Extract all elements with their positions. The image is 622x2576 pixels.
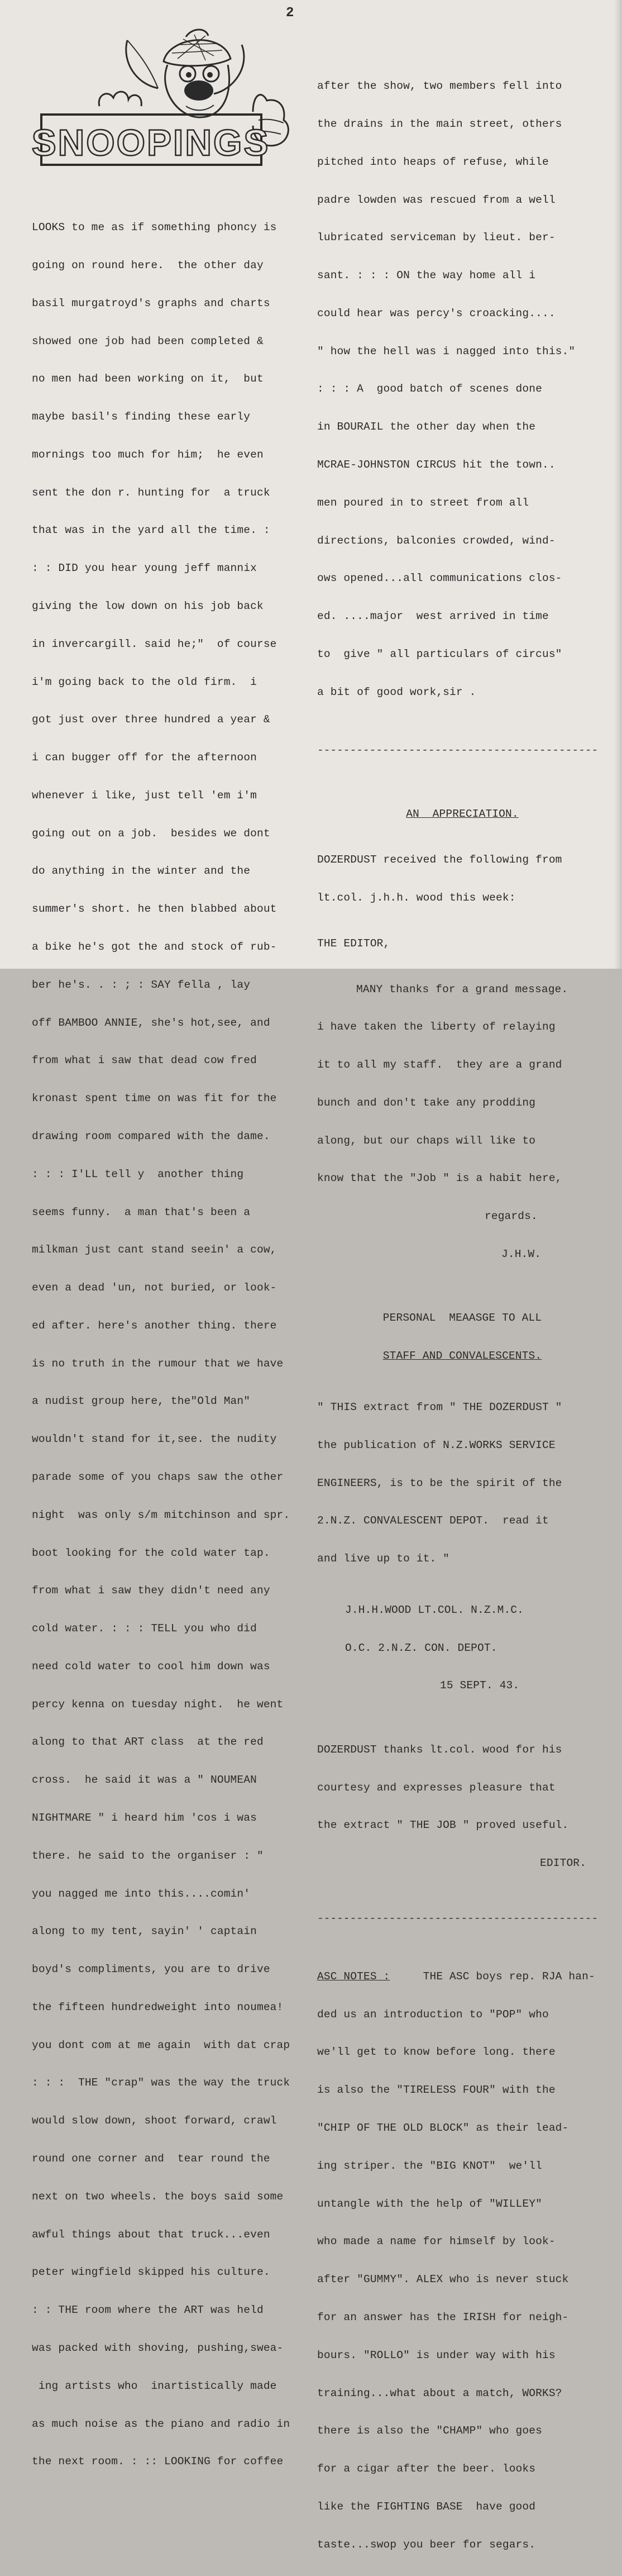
text-line: peter wingfield skipped his culture. (32, 2266, 270, 2279)
text-line: showed one job had been completed & (32, 335, 264, 347)
text-line: maybe basil's finding these early (32, 411, 251, 423)
text-line: : : DID you hear young jeff mannix (32, 562, 257, 575)
text-line: do anything in the winter and the (32, 865, 251, 878)
editor-signoff: EDITOR. (540, 1857, 586, 1870)
text-line: mornings too much for him; he even (32, 448, 264, 461)
text-line: that was in the yard all the time. : (32, 524, 270, 537)
text-line: " THIS extract from " THE DOZERDUST " (317, 1401, 562, 1413)
asc-notes-heading: ASC NOTES : (317, 1970, 390, 1983)
text-line: 2.N.Z. CONVALESCENT DEPOT. read it (317, 1515, 549, 1527)
text-line: LOOKS to me as if something phoncy is (32, 221, 277, 234)
text-line: awful things about that truck...even (32, 2228, 270, 2241)
text-line: lt.col. j.h.h. wood this week: (317, 892, 516, 904)
text-line: would slow down, shoot forward, crawl (32, 2115, 277, 2127)
text-line: night was only s/m mitchinson and spr. (32, 1508, 290, 1521)
text-line: cold water. : : : TELL you who did (32, 1622, 257, 1635)
text-line: from what i saw they didn't need any (32, 1584, 270, 1597)
text-line: in BOURAIL the other day when the (317, 421, 536, 434)
text-line: a bit of good work,sir . (317, 685, 476, 698)
right-column (317, 55, 607, 2576)
text-line: DOZERDUST received the following from (317, 854, 562, 866)
text-line: round one corner and tear round the (32, 2153, 270, 2165)
text-line: pitched into heaps of refuse, while (317, 155, 549, 168)
text-line: there. he said to the organiser : " (32, 1849, 264, 1862)
text-line: training...what about a match, WORKS? (317, 2387, 562, 2399)
text-line: : : : I'LL tell y another thing (32, 1168, 244, 1180)
logo-title: SNOOPINGS (31, 122, 270, 163)
text-line: need cold water to cool him down was (32, 1660, 270, 1673)
text-line: it to all my staff. they are a grand (317, 1059, 562, 1072)
text-line: kronast spent time on was fit for the (32, 1092, 277, 1105)
personal-message-heading-2-text: STAFF AND CONVALESCENTS. (382, 1350, 542, 1363)
text-line: we'll get to know before long. there (317, 2046, 556, 2059)
appreciation-heading (317, 808, 607, 821)
text-line: the fifteen hundredweight into noumea! (32, 2001, 284, 2013)
letter-closing: regards. (485, 1210, 538, 1223)
text-line: there is also the "CHAMP" who goes (317, 2425, 542, 2437)
text-line: ENGINEERS, is to be the spirit of the (317, 1477, 562, 1489)
text-line: is also the "TIRELESS FOUR" with the (317, 2084, 556, 2097)
text-line: even a dead 'un, not buried, or look- (32, 1282, 277, 1294)
snoopings-cartoon (31, 28, 300, 174)
text-line: bunch and don't take any prodding (317, 1096, 536, 1109)
text-line: percy kenna on tuesday night. he went (32, 1698, 284, 1711)
left-column (32, 196, 311, 2493)
text-line: basil murgatroyd's graphs and charts (32, 297, 270, 309)
text-line: MANY thanks for a grand message. (356, 983, 568, 996)
section-divider: ------------------------------------------- (317, 1912, 599, 1925)
text-line: milkman just cant stand seein' a cow, (32, 1244, 277, 1256)
text-line: from what i saw that dead cow fred (32, 1054, 257, 1067)
text-line: lubricated serviceman by lieut. ber- (317, 231, 556, 244)
text-line: padre lowden was rescued from a well (317, 193, 556, 206)
text-line: in invercargill. said he;" of course (32, 637, 277, 650)
text-line: ded us an introduction to "POP" who (317, 2008, 549, 2021)
personal-message-heading-1: PERSONAL MEAASGE TO ALL (382, 1312, 542, 1325)
text-line: like the FIGHTING BASE have good (317, 2500, 536, 2513)
text-line: after the show, two members fell into (317, 80, 562, 93)
text-line: and live up to it. " (317, 1553, 450, 1565)
signature-line: O.C. 2.N.Z. CON. DEPOT. (345, 1641, 497, 1654)
text-line: summer's short. he then blabbed about (32, 903, 277, 916)
text-line: boyd's compliments, you are to drive (32, 1963, 270, 1976)
text-line: giving the low down on his job back (32, 600, 264, 612)
text-line: you dont com at me again with dat crap (32, 2039, 290, 2051)
text-line: courtesy and expresses pleasure that (317, 1781, 556, 1794)
asc-notes-opening: THE ASC boys rep. RJA han- (423, 1970, 595, 1983)
text-line: as much noise as the piano and radio in (32, 2417, 290, 2430)
text-line: " how the hell was i nagged into this." (317, 345, 576, 358)
text-line: a nudist group here, the"Old Man" (32, 1395, 251, 1408)
text-line: along, but our chaps will like to (317, 1134, 536, 1147)
text-line: whenever i like, just tell 'em i'm (32, 789, 257, 802)
text-line: : : THE room where the ART was held (32, 2304, 264, 2317)
text-line: ber he's. . : ; : SAY fella , lay (32, 978, 251, 991)
letter-salutation: THE EDITOR, (317, 937, 390, 950)
text-line: NIGHTMARE " i heard him 'cos i was (32, 1812, 257, 1824)
text-line: "CHIP OF THE OLD BLOCK" as their lead- (317, 2122, 569, 2135)
section-divider: ------------------------------------------- (317, 744, 599, 757)
text-line: no men had been working on it, but (32, 373, 264, 385)
text-line: who made a name for himself by look- (317, 2235, 556, 2248)
signature-line: J.H.H.WOOD LT.COL. N.Z.M.C. (345, 1603, 524, 1616)
text-line: : : : A good batch of scenes done (317, 383, 542, 396)
page-number: 2 (286, 6, 294, 21)
text-line: i can bugger off for the afternoon (32, 751, 257, 764)
text-line: untangle with the help of "WILLEY" (317, 2197, 542, 2210)
text-line: was packed with shoving, pushing,swea- (32, 2341, 284, 2354)
snoopings-logo (31, 28, 300, 174)
text-line: along to that ART class at the red (32, 1736, 264, 1749)
text-line: the publication of N.Z.WORKS SERVICE (317, 1439, 556, 1451)
text-line: you nagged me into this....comin' (32, 1887, 251, 1900)
text-line: DOZERDUST thanks lt.col. wood for his (317, 1743, 562, 1756)
text-line: wouldn't stand for it,see. the nudity (32, 1433, 277, 1446)
text-line: for a cigar after the beer. looks (317, 2463, 536, 2475)
text-line: going on round here. the other day (32, 259, 264, 272)
text-line: is no truth in the rumour that we have (32, 1357, 284, 1370)
text-line: next on two wheels. the boys said some (32, 2190, 284, 2203)
text-line: for an answer has the IRISH for neigh- (317, 2311, 569, 2323)
text-line: i have taken the liberty of relaying (317, 1021, 556, 1034)
text-line: ed. ....major west arrived in time (317, 610, 549, 623)
text-line: could hear was percy's croacking.... (317, 307, 556, 320)
text-line: cross. he said it was a " NOUMEAN (32, 1774, 257, 1787)
text-line: the drains in the main street, others (317, 117, 562, 130)
text-line: a bike he's got the and stock of rub- (32, 941, 277, 954)
text-line: men poured in to street from all (317, 496, 529, 509)
text-line: the next room. : :: LOOKING for coffee (32, 2455, 284, 2468)
text-line: MCRAE-JOHNSTON CIRCUS hit the town.. (317, 459, 556, 471)
text-line: i'm going back to the old firm. i (32, 675, 257, 688)
text-line: along to my tent, sayin' ' captain (32, 1925, 257, 1938)
text-line: directions, balconies crowded, wind- (317, 534, 556, 547)
text-line: : : : THE "crap" was the way the truck (32, 2077, 290, 2089)
text-line: boot looking for the cold water tap. (32, 1546, 270, 1559)
text-line: bours. "ROLLO" is under way with his (317, 2349, 556, 2361)
text-line: parade some of you chaps saw the other (32, 1470, 284, 1483)
text-line: seems funny. a man that's been a (32, 1206, 251, 1218)
text-line: taste...swop you beer for segars. (317, 2538, 536, 2551)
text-line: the extract " THE JOB " proved useful. (317, 1819, 569, 1832)
text-line: got just over three hundred a year & (32, 713, 270, 726)
text-line: after "GUMMY". ALEX who is never stuck (317, 2273, 569, 2286)
text-line: ing artists who inartistically made (32, 2379, 277, 2392)
asc-notes-first-line (317, 1970, 607, 1983)
personal-message-heading-2 (317, 1350, 607, 1363)
appreciation-heading-text: AN APPRECIATION. (406, 808, 519, 821)
text-line: ing striper. the "BIG KNOT" we'll (317, 2159, 542, 2172)
text-line: to give " all particulars of circus" (317, 647, 562, 660)
text-line: sent the don r. hunting for a truck (32, 486, 270, 499)
text-line: drawing room compared with the dame. (32, 1130, 270, 1142)
letter-initials: J.H.W. (501, 1248, 542, 1261)
text-line: ed after. here's another thing. there (32, 1319, 277, 1332)
text-line: sant. : : : ON the way home all i (317, 269, 536, 282)
signature-date: 15 SEPT. 43. (440, 1679, 520, 1692)
text-line: ows opened...all communications clos- (317, 572, 562, 585)
text-line: off BAMBOO ANNIE, she's hot,see, and (32, 1016, 270, 1029)
text-line: know that the "Job " is a habit here, (317, 1172, 562, 1185)
text-line: going out on a job. besides we dont (32, 827, 270, 840)
